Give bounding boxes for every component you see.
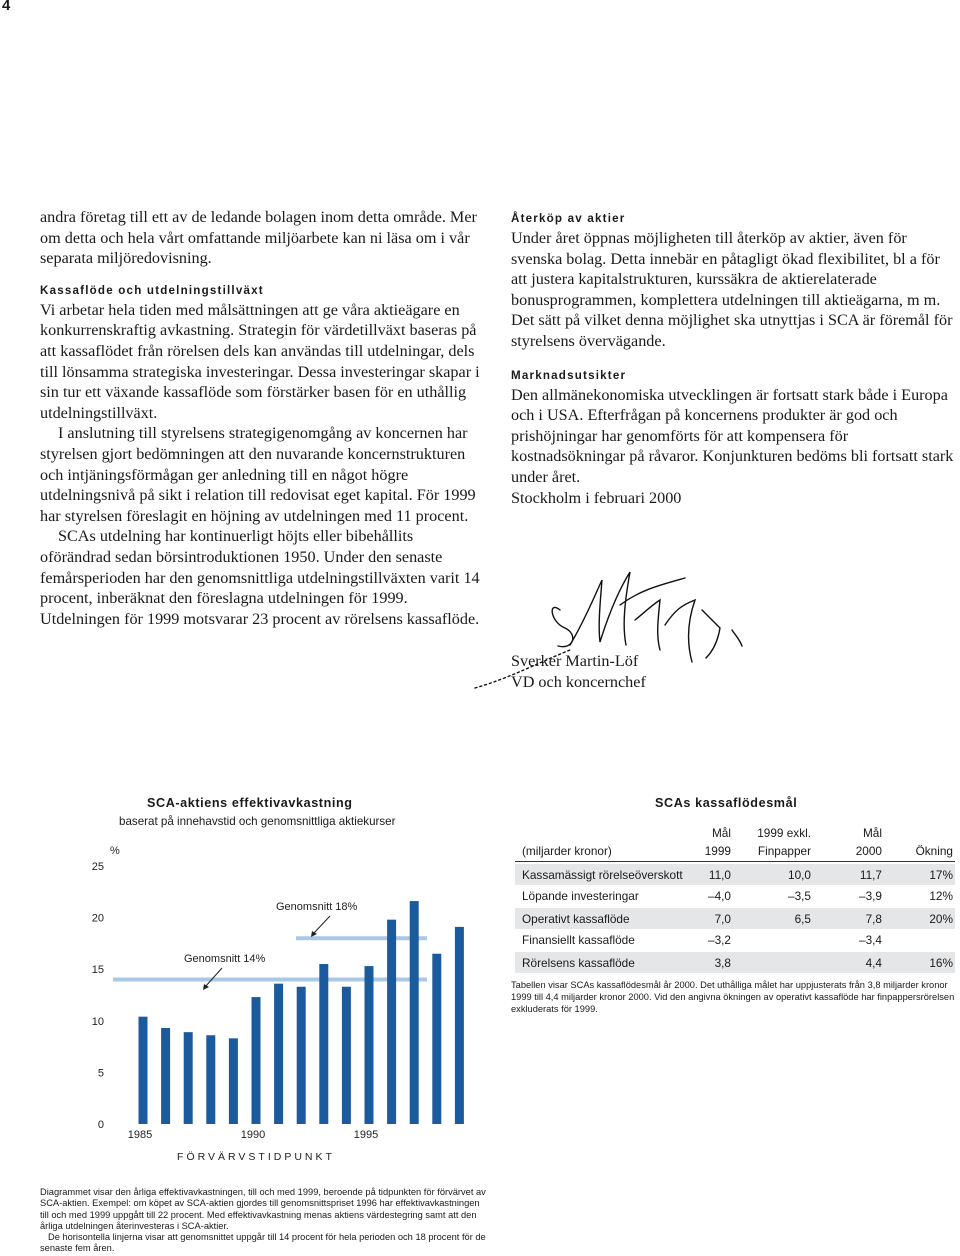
- chart-bar: [252, 997, 261, 1124]
- table-header-cell: (miljarder kronor): [522, 843, 612, 858]
- table-cell: 17%: [929, 867, 953, 882]
- chart-caption-text: Diagrammet visar den årliga effektivavkastningen, till och med 1999, beroende på tidpunkten för förvärvet av SCA-aktien. Exempel: om köpet av SCA-aktien gjordes till genomsnittspriset 1996 har effektivavkastningen till och med 1999 uppgått till 22 procent. Med effektivavkastning menas aktiens värdestegring samt att den årliga utdelningen återinvesteras i SCA-aktier.: [40, 1187, 486, 1231]
- table-cell: Kassamässigt rörelseöverskott: [522, 867, 683, 882]
- table-cell: –4,0: [708, 888, 731, 903]
- chart-bar: [342, 987, 351, 1124]
- y-tick-label: 10: [91, 1015, 104, 1028]
- table-cell: 20%: [929, 911, 953, 926]
- table-cell: 7,0: [714, 911, 731, 926]
- right-column: [511, 209, 956, 508]
- section-heading-buyback: Återköp av aktier: [511, 212, 626, 225]
- table-header-row: [515, 825, 955, 840]
- table-row: [515, 885, 955, 906]
- table-cell: 11,0: [708, 867, 731, 882]
- table-cell: 12%: [929, 888, 953, 903]
- place-date: Stockholm i februari 2000: [511, 488, 682, 507]
- table-cell: –3,2: [708, 932, 731, 947]
- table-header-cell: Finpapper: [757, 843, 811, 858]
- average-arrowhead-18: [311, 931, 317, 937]
- table-cell: 16%: [929, 955, 953, 970]
- chart-bar: [206, 1035, 215, 1124]
- chart-bar: [365, 966, 374, 1124]
- table-row: [515, 864, 955, 885]
- table-header-cell: 2000: [855, 843, 882, 858]
- table-row: [515, 908, 955, 929]
- x-axis-label: FÖRVÄRVSTIDPUNKT: [177, 1151, 335, 1163]
- x-tick-label: 1995: [353, 1129, 379, 1141]
- y-tick-label: 15: [91, 964, 104, 977]
- table-cell: Löpande investeringar: [522, 888, 639, 903]
- table-cell: 6,5: [794, 911, 811, 926]
- cashflow-table: [515, 825, 955, 973]
- y-axis-label: %: [110, 845, 120, 857]
- chart-title: SCA-aktiens effektivavkastning: [147, 796, 353, 810]
- average-arrowhead-14: [203, 984, 209, 990]
- chart-bar: [297, 987, 306, 1124]
- table-header-cell: Mål: [862, 825, 882, 840]
- chart-bar: [184, 1032, 193, 1124]
- table-header-cell: Ökning: [915, 843, 953, 858]
- paragraph: Under året öppnas möjligheten till återköp av aktier, även för svenska bolag. Detta innebär en påtagligt ökad flexibilitet, bl a för att justera kapitalstrukturen, kurssäkra de aktierelaterade bonusprogrammen, komplettera utdelningen till aktieägarna, m m. Det sätt på vilket denna möjlighet ska utnyttjas i SCA är föremål för styrelsens övervägande.: [511, 229, 953, 350]
- chart-bar: [410, 901, 419, 1124]
- table-cell: 10,0: [788, 867, 811, 882]
- chart-caption: [40, 1187, 490, 1255]
- chart-bar: [139, 1017, 148, 1124]
- table-cell: –3,9: [859, 888, 882, 903]
- table-cell: 4,4: [865, 955, 882, 970]
- y-tick-label: 0: [97, 1119, 104, 1131]
- paragraph: andra företag till ett av de ledande bolagen inom detta område. Mer om detta och hela vårt omfattande miljöarbete kan ni läsa om i vår separata miljöredovisning.: [40, 208, 477, 268]
- x-tick-label: 1990: [240, 1129, 266, 1141]
- section-heading-outlook: Marknadsutsikter: [511, 368, 627, 382]
- table-cell: Operativt kassaflöde: [522, 911, 630, 926]
- average-arrow-14: [205, 968, 222, 987]
- left-column: [40, 207, 485, 629]
- table-cell: 3,8: [714, 955, 731, 970]
- y-tick-label: 20: [91, 912, 104, 925]
- table-header-row: [515, 840, 955, 862]
- signer-block: [511, 651, 646, 692]
- y-tick-label: 5: [97, 1067, 104, 1080]
- chart-bar: [274, 984, 283, 1124]
- page-number: 4: [2, 0, 11, 14]
- table-row: [515, 952, 955, 973]
- chart-subtitle: baserat på innehavstid och genomsnittliga aktiekurser: [119, 815, 396, 828]
- paragraph: Vi arbetar hela tiden med målsättningen att ge våra aktieägare en konkurrenskraftig avkastning. Strategin för värdetillväxt baseras på att kassaflödet från rörelsen dels kan användas till utdelningar, dels till lönsamma strategiska investeringar. Dessa investeringar skapar i sin tur ett växande kassaflöde som förstärker basen för en uthållig utdelningstillväxt.: [40, 300, 480, 422]
- paragraph: I anslutning till styrelsens strategigenomgång av koncernen har styrelsen gjort bedömningen att den nuvarande koncernstrukturen och intjäningsförmågan ger anledning till en något högre utdelningsnivå på sikt i relation till redovisat eget kapital. För 1999 har styrelsen föreslagit en höjning av utdelningen med 11 procent.: [40, 424, 476, 525]
- table-cell: 11,7: [859, 867, 882, 882]
- table-cell: 7,8: [865, 911, 882, 926]
- table-cell: Rörelsens kassaflöde: [522, 955, 635, 970]
- signer-title: VD och koncernchef: [511, 672, 646, 691]
- average-label-18: Genomsnitt 18%: [276, 901, 358, 913]
- average-label-14: Genomsnitt 14%: [184, 953, 266, 965]
- signer-name: Sverker Martin-Löf: [511, 652, 639, 670]
- y-tick-label: 25: [91, 861, 104, 873]
- table-header-cell: 1999 exkl.: [757, 825, 811, 840]
- table-header-cell: 1999: [704, 843, 731, 858]
- average-arrow-18: [313, 916, 330, 934]
- chart-bar: [387, 920, 396, 1124]
- paragraph: SCAs utdelning har kontinuerligt höjts eller bibehållits oförändrad sedan börsintroduktionen 1950. Under den senaste femårsperioden har den genomsnittliga utdelningstillväxten varit 14 procent, inberäknat den föreslagna utdelningen för 1999. Utdelningen för 1999 motsvarar 23 procent av rörelsens kassaflöde.: [40, 527, 480, 628]
- chart-bar: [319, 964, 328, 1124]
- table-header-cell: Mål: [711, 825, 731, 840]
- chart-bar: [161, 1028, 170, 1124]
- chart-bar: [229, 1038, 238, 1124]
- table-cell: –3,5: [788, 888, 811, 903]
- paragraph: Den allmänekonomiska utvecklingen är fortsatt stark både i Europa och i USA. Efterfrågan på koncernens produkter är god och prishöjningar har genomförts för att kompensera för kostnadsökningar på råvaror. Konjunkturen bedöms bli fortsatt stark under året.: [511, 385, 954, 486]
- section-heading-cashflow: Kassaflöde och utdelningstillväxt: [40, 283, 264, 297]
- chart-caption-text: De horisontella linjerna visar att genomsnittet uppgår till 14 procent för hela perioden och 18 procent för de senaste fem åren.: [40, 1232, 486, 1254]
- chart-bar: [432, 954, 441, 1124]
- table-title: SCAs kassaflödesmål: [655, 796, 798, 810]
- table-cell: Finansiellt kassaflöde: [522, 932, 635, 947]
- table-row: [515, 929, 955, 950]
- table-cell: –3,4: [859, 932, 882, 947]
- x-tick-label: 1985: [127, 1129, 153, 1141]
- table-note: Tabellen visar SCAs kassaflödesmål år 2000. Det uthålliga målet har uppjusterats från 3,8 miljarder kronor 1999 till 4,4 miljarder kronor 2000. Vid den angivna ökningen av operativt kassaflöde har finpappersrörelsen exkluderats för 1999.: [511, 980, 955, 1014]
- chart-bar: [455, 927, 464, 1124]
